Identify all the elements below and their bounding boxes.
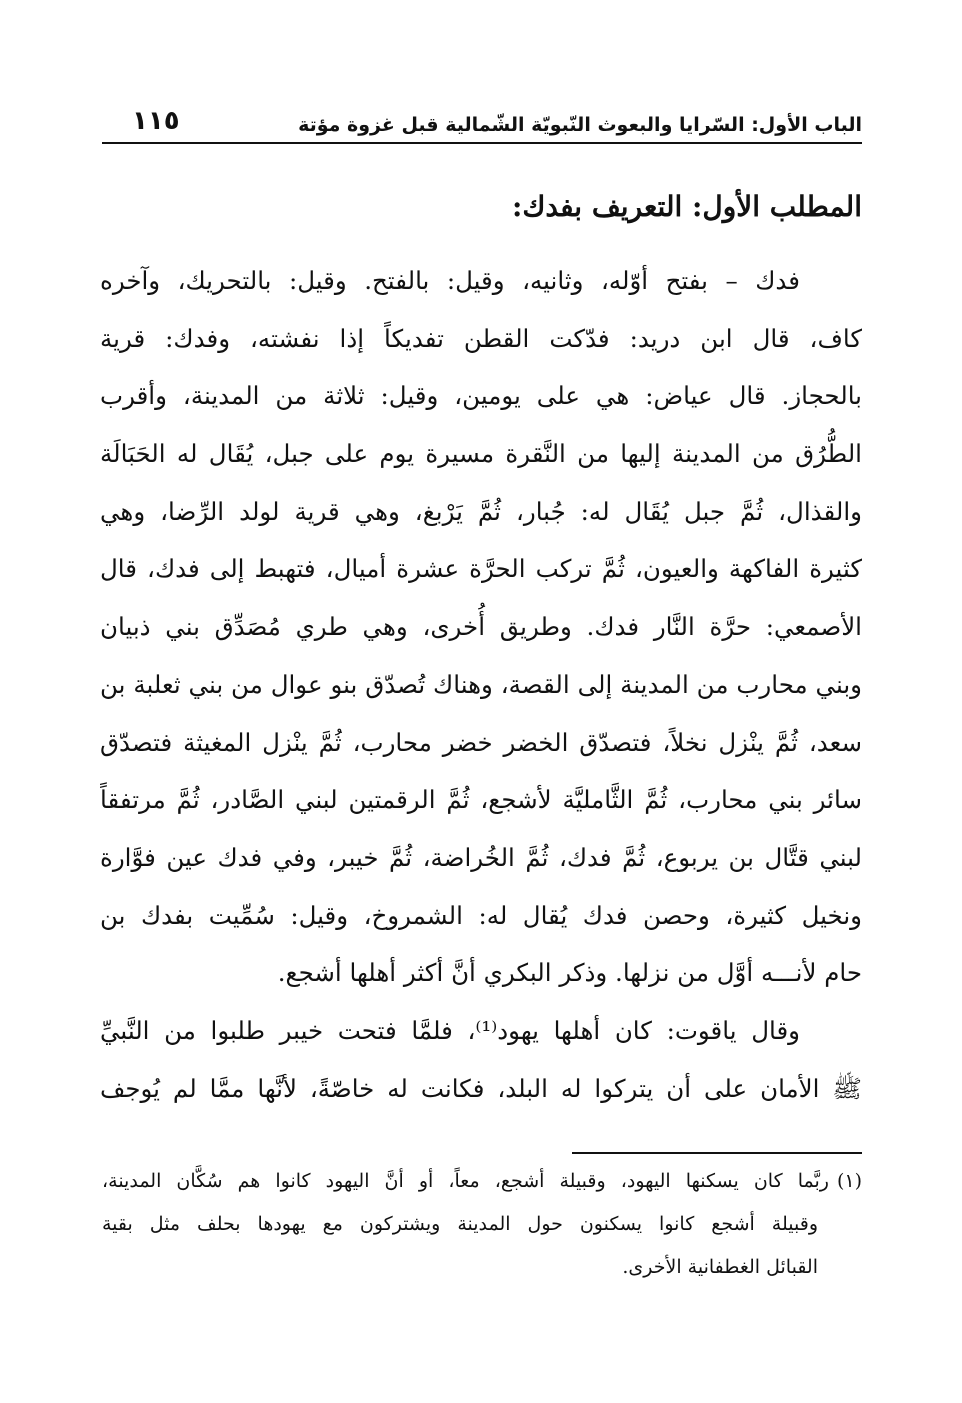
body-line: سائر بني محارب، ثُمَّ الثَّامليَّة لأشجع، ثُمَّ الرقمتين لبني الصَّادر، ثُمَّ مرتفقاً	[100, 785, 862, 815]
body-line: سعد، ثُمَّ ينْزل نخلاً، فتصدّق الخضر خضر محارب، ثُمَّ ينْزل المغيثة فتصدّق	[100, 727, 862, 757]
body-line: وقال ياقوت: كان أهلها يهود⁽¹⁾، فلمَّا فتحت خيبر طلبوا من النَّبيِّ	[100, 1015, 801, 1045]
body-text	[100, 252, 862, 1117]
body-line: فدك – بفتح أوّله، وثانيه، وقيل: بالفتح. وقيل: بالتحريك، وآخره	[100, 266, 800, 295]
body-line: الأصمعي: حرَّة النَّار فدك. وطريق أُخرى، وهي طري مُصَدِّق بني ذبيان	[100, 612, 862, 642]
body-line: كاف، قال ابن دريد: فدّكت القطن تفديكاً إذا نفشته، وفدك: قرية	[100, 323, 862, 353]
footnote-number: (١)	[836, 1170, 862, 1192]
section-heading: المطلب الأول: التعريف بفدك:	[512, 190, 862, 223]
page-number: ١١٥	[132, 106, 180, 136]
body-line: كثيرة الفاكهة والعيون، ثُمَّ تركب الحرَّة عشرة أميال، فتهبط إلى فدك، قال	[100, 554, 862, 584]
body-line: ونخيل كثيرة، وحصن فدك يُقال له: الشمروخ، وقيل: سُمِّيت بفدك بن	[100, 900, 862, 930]
page-header	[102, 100, 862, 144]
body-line: الطُّرُق من المدينة إليها من النَّقرة مسيرة يوم على جبل، يُقَال له الحَبَالَة	[100, 439, 862, 469]
footnote-text: ربَّما كان يسكنها اليهود، وقبيلة أشجع، معاً، أو أنَّ اليهود كانوا هم سُكَّان المدينة،	[102, 1170, 829, 1192]
body-line: والقذال، ثُمَّ جبل يُقَال له: جُبار، ثُمَّ يَرْبغ، وهي قرية لولد الرِّضا، وهي	[100, 496, 862, 526]
body-line: لبني قتَّال بن يربوع، ثُمَّ فدك، ثُمَّ الخُراضة، ثُمَّ خيبر، وفي فدك عين فوَّارة	[100, 842, 862, 872]
body-line: حام لأنـــه أوَّل من نزلها. وذكر البكري أنَّ أكثر أهلها أشجع.	[277, 958, 862, 988]
footnotes	[102, 1160, 862, 1289]
body-line: ﷺ الأمان على أن يتركوا له البلد، فكانت له خاصّةً، لأنَّها ممَّا لم يُوجف	[100, 1073, 862, 1103]
footnote-line	[102, 1160, 862, 1203]
body-line: بالحجاز. قال عياض: هي على يومين، وقيل: ثلاثة من المدينة، وأقرب	[100, 381, 862, 411]
body-line: وبني محارب من المدينة إلى القصة، وهناك تُصدّق بنو عوال من بني ثعلبة بن	[100, 669, 862, 699]
footnote-line: القبائل الغطفانية الأخرى.	[622, 1256, 818, 1278]
footnote-divider	[572, 1152, 862, 1154]
footnote-line: وقبيلة أشجع كانوا يسكنون حول المدينة ويشتركون مع يهودها بحلف مثل بقية	[102, 1213, 818, 1235]
running-title: الباب الأول: السّرايا والبعوث النّبويّة الشّمالية قبل غزوة مؤتة	[298, 114, 862, 136]
